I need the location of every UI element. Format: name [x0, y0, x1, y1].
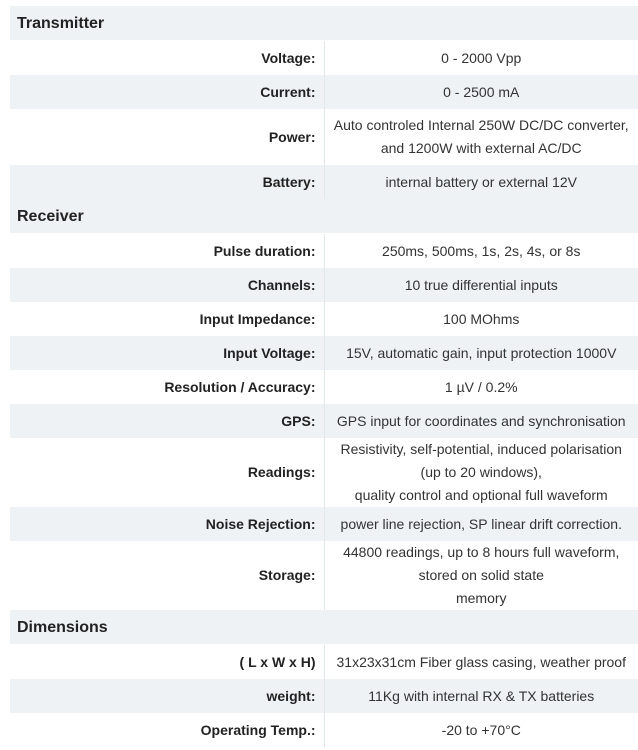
specifications-table — [10, 6, 638, 747]
spec-value: 100 MOhms — [443, 310, 520, 327]
spec-value: Resistivity, self-potential, induced polarisation (up to 20 windows), quality control and optional full waveform — [340, 441, 622, 503]
spec-value: -20 to +70°C — [441, 721, 521, 738]
spec-row-resolution-accuracy — [10, 370, 638, 404]
section-header-dimensions — [10, 610, 638, 645]
spec-row-noise-rejection — [10, 507, 638, 541]
spec-label: Pulse duration: — [10, 234, 324, 269]
spec-row-operating-temp — [10, 713, 638, 747]
spec-value: 11Kg with internal RX & TX batteries — [324, 679, 638, 713]
spec-row-gps — [10, 404, 638, 438]
spec-label: Input Impedance: — [10, 302, 324, 336]
spec-value: internal battery or external 12V — [324, 165, 638, 199]
spec-value: power line rejection, SP linear drift correction. — [324, 507, 638, 541]
spec-row-pulse-duration — [10, 234, 638, 269]
spec-label: Channels: — [10, 268, 324, 302]
spec-row-input-voltage — [10, 336, 638, 370]
spec-label: ( L x W x H) — [10, 645, 324, 680]
spec-row-storage — [10, 541, 638, 610]
spec-row-battery — [10, 165, 638, 199]
spec-value: 44800 readings, up to 8 hours full waveform, stored on solid state memory — [343, 544, 620, 606]
section-header-transmitter — [10, 6, 638, 41]
spec-row-voltage — [10, 41, 638, 76]
spec-label: Storage: — [10, 541, 324, 610]
spec-label: Readings: — [10, 438, 324, 507]
spec-label: Current: — [10, 75, 324, 109]
spec-row-size — [10, 645, 638, 680]
spec-value: Auto controled Internal 250W DC/DC converter, and 1200W with external AC/DC — [333, 117, 629, 156]
spec-value: 31x23x31cm Fiber glass casing, weather proof — [336, 653, 626, 670]
spec-label: Battery: — [10, 165, 324, 199]
section-header-receiver — [10, 199, 638, 234]
spec-value: 1 µV / 0.2% — [444, 378, 518, 395]
spec-label: Noise Rejection: — [10, 507, 324, 541]
spec-label: weight: — [10, 679, 324, 713]
spec-value: 250ms, 500ms, 1s, 2s, 4s, or 8s — [382, 242, 581, 259]
spec-label: Power: — [10, 109, 324, 165]
section-title: Dimensions — [10, 610, 638, 645]
spec-row-power — [10, 109, 638, 165]
spec-label: Resolution / Accuracy: — [10, 370, 324, 404]
spec-value: 15V, automatic gain, input protection 1000V — [324, 336, 638, 370]
section-title: Transmitter — [10, 6, 638, 41]
spec-label: GPS: — [10, 404, 324, 438]
spec-row-readings — [10, 438, 638, 507]
spec-label: Input Voltage: — [10, 336, 324, 370]
spec-value: 0 - 2500 mA — [324, 75, 638, 109]
spec-row-weight — [10, 679, 638, 713]
spec-label: Voltage: — [10, 41, 324, 76]
spec-row-current — [10, 75, 638, 109]
spec-label: Operating Temp.: — [10, 713, 324, 747]
spec-value: 0 - 2000 Vpp — [441, 49, 522, 66]
spec-row-input-impedance — [10, 302, 638, 336]
spec-row-channels — [10, 268, 638, 302]
spec-value: 10 true differential inputs — [324, 268, 638, 302]
section-title: Receiver — [10, 199, 638, 234]
spec-value: GPS input for coordinates and synchronisation — [324, 404, 638, 438]
